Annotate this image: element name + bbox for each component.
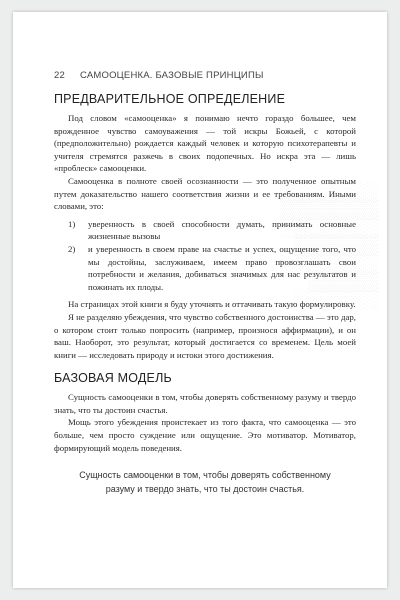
list-item-text: уверенность в своей способности думать, принимать основные жизненные вызовы (88, 218, 356, 242)
numbered-list (54, 218, 356, 294)
list-item-text: и уверенность в своем праве на счастье и успех, ощущение того, что мы достойны, заслуживаем, имеем право провозглашать свои потребности и желания, добиваться значимых для нас результатов и пожинать их плоды. (88, 243, 356, 292)
section-heading-basic-model: БАЗОВАЯ МОДЕЛЬ (54, 371, 172, 386)
page-content (54, 92, 356, 496)
pull-quote: Сущность самооценки в том, чтобы доверять собственному разуму и твердо знать, что ты достоин счастья. (79, 470, 331, 495)
paragraph: Под словом «самооценка» я понимаю нечто гораздо большее, чем врожденное чувство самоуважения — той искры Божьей, с которой (предположительно) рождается каждый человек и которую психотерапевты и учителя стремятся разжечь в своих подопечных. Но искра эта — лишь «проблеск» самооценки. (54, 113, 356, 174)
list-item (54, 243, 356, 293)
paragraph: Мощь этого убеждения проистекает из того факта, что самооценка — это больше, чем просто суждение или ощущение. Это мотиватор. Мотиватор, формирующий модель поведения. (54, 417, 356, 453)
section-basic-model (54, 371, 356, 454)
paragraph: На страницах этой книги я буду уточнять и оттачивать такую формулировку. (68, 299, 356, 310)
list-marker: 2) (68, 243, 76, 254)
running-header (54, 70, 354, 81)
paragraph: Самооценка в полноте своей осознанности — это полученное опытным путем доказательство нашего соответствия жизни и ее требованиям. Иными словами, это: (54, 175, 356, 212)
section-heading-preliminary-definition: ПРЕДВАРИТЕЛЬНОЕ ОПРЕДЕЛЕНИЕ (54, 92, 286, 106)
running-head-title: САМООЦЕНКА. БАЗОВЫЕ ПРИНЦИПЫ (80, 70, 264, 81)
paragraph: Я не разделяю убеждения, что чувство собственного достоинства — это дар, о котором стоит только попросить (например, произнося аффирмации), и он ваш. Наоборот, это результат, который достигается со временем. Цель моей книги — исследовать природу и истоки этого достижения. (54, 311, 356, 360)
page-number: 22 (54, 70, 65, 81)
paragraph: Сущность самооценки в том, чтобы доверять собственному разуму и твердо знать, что ты достоин счастья. (54, 392, 356, 415)
list-item (54, 218, 356, 243)
list-marker: 1) (68, 218, 76, 229)
